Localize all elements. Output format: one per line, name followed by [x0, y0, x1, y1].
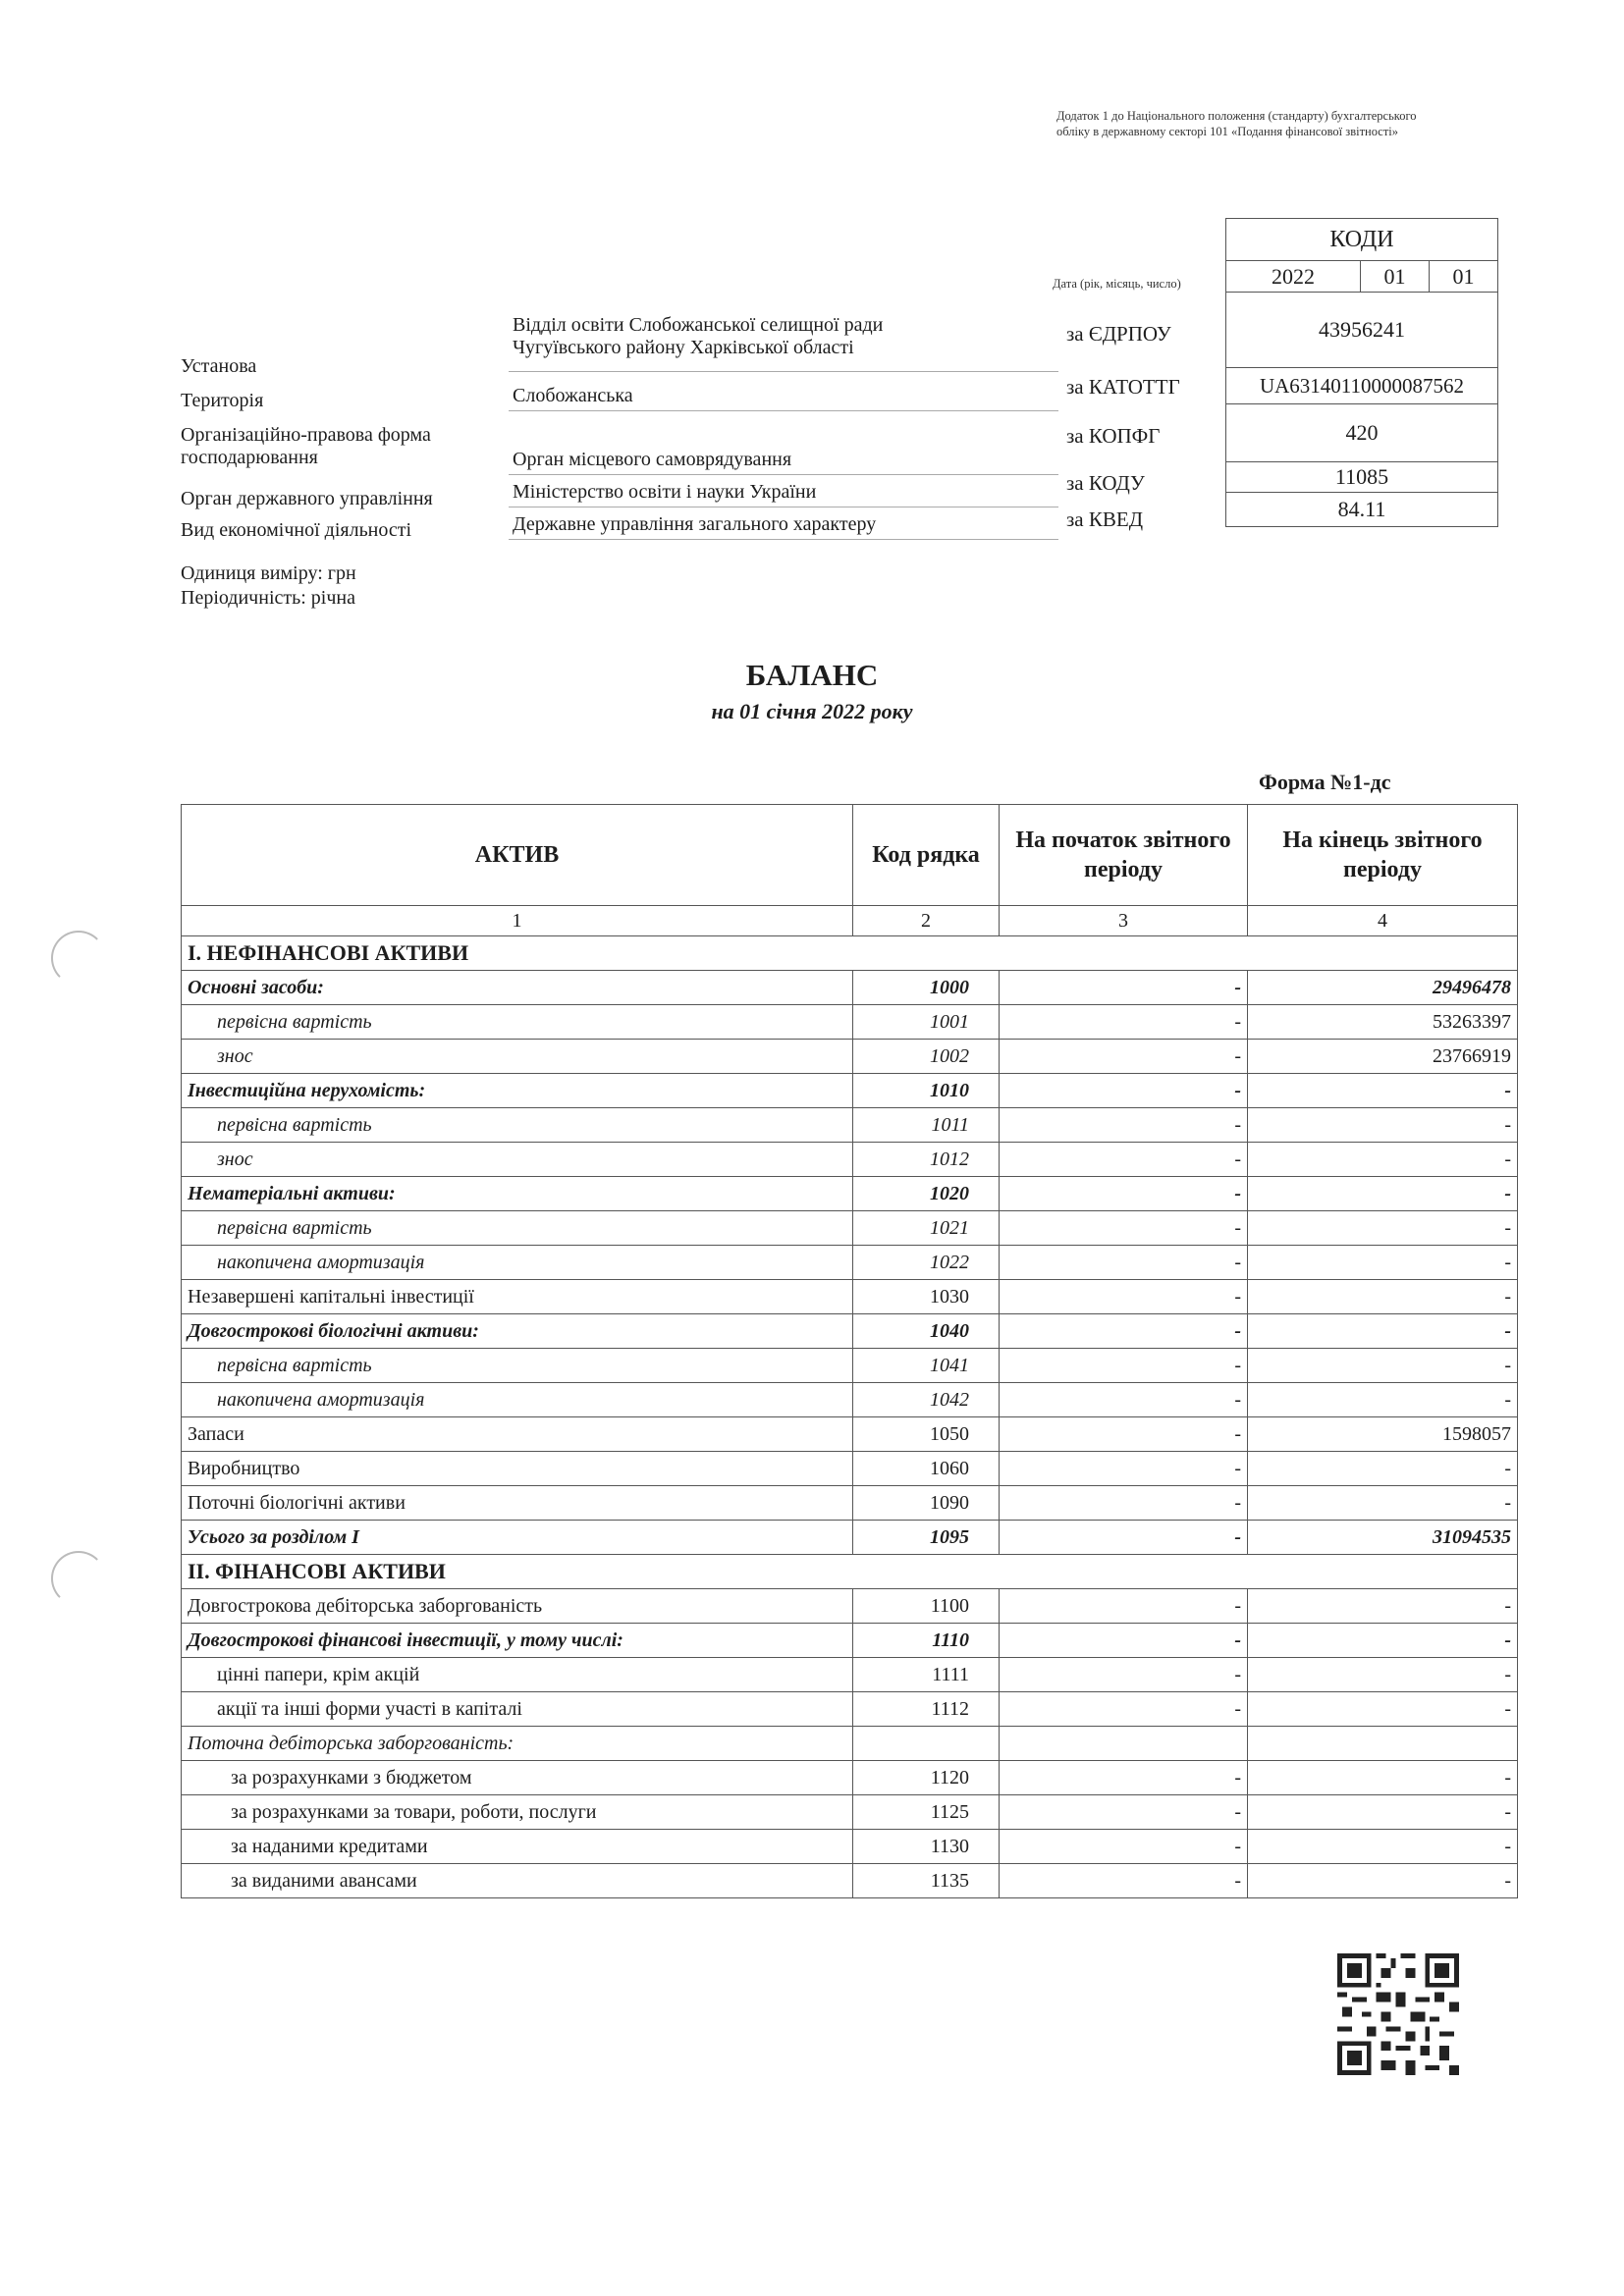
- row-code: 1010: [853, 1074, 1000, 1108]
- row-code: 1020: [853, 1177, 1000, 1211]
- date-year: 2022: [1226, 261, 1361, 293]
- row-end-value: -: [1248, 1280, 1518, 1314]
- table-row: [182, 1005, 1518, 1040]
- row-name: Нематеріальні активи:: [182, 1177, 853, 1211]
- row-name: первісна вартість: [182, 1005, 853, 1040]
- kodu-label: за КОДУ: [1066, 471, 1145, 495]
- edrpou-label: за ЄДРПОУ: [1066, 322, 1171, 346]
- row-code: 1125: [853, 1795, 1000, 1830]
- edrpou-code: 43956241: [1226, 293, 1498, 368]
- date-month: 01: [1360, 261, 1429, 293]
- activity-value: Державне управління загального характеру: [513, 513, 877, 535]
- periodicity-label: Періодичність: річна: [181, 587, 355, 609]
- codes-box: [1225, 218, 1498, 527]
- header-code: Код рядка: [853, 805, 1000, 906]
- row-name: Довгострокова дебіторська заборгованість: [182, 1589, 853, 1624]
- row-start-value: -: [1000, 1417, 1248, 1452]
- territory-label: Територія: [181, 390, 264, 411]
- territory-value: Слобожанська: [513, 385, 633, 406]
- row-code: 1041: [853, 1349, 1000, 1383]
- row-end-value: -: [1248, 1074, 1518, 1108]
- katottg-label: за КАТОТТГ: [1066, 375, 1180, 399]
- row-end-value: -: [1248, 1624, 1518, 1658]
- row-name: Довгострокові фінансові інвестиції, у тому числі:: [182, 1624, 853, 1658]
- row-code: 1110: [853, 1624, 1000, 1658]
- row-start-value: -: [1000, 1761, 1248, 1795]
- punch-hole: [51, 1551, 106, 1606]
- row-start-value: -: [1000, 1143, 1248, 1177]
- row-end-value: -: [1248, 1486, 1518, 1521]
- legal-form-label: Організаційно-правова форма господарювання: [181, 424, 431, 468]
- row-name: знос: [182, 1143, 853, 1177]
- col-num: 4: [1248, 906, 1518, 936]
- activity-label: Вид економічної діяльності: [181, 519, 412, 541]
- row-end-value: 29496478: [1248, 971, 1518, 1005]
- row-start-value: -: [1000, 971, 1248, 1005]
- row-start-value: -: [1000, 1005, 1248, 1040]
- row-end-value: -: [1248, 1864, 1518, 1898]
- row-name: Довгострокові біологічні активи:: [182, 1314, 853, 1349]
- row-start-value: -: [1000, 1040, 1248, 1074]
- row-end-value: -: [1248, 1452, 1518, 1486]
- col-num: 2: [853, 906, 1000, 936]
- row-end-value: -: [1248, 1349, 1518, 1383]
- document-subtitle: на 01 січня 2022 року: [711, 699, 913, 723]
- qr-code: [1337, 1953, 1459, 2075]
- section-heading: ІІ. ФІНАНСОВІ АКТИВИ: [182, 1555, 1518, 1589]
- table-row: [182, 1143, 1518, 1177]
- row-name: накопичена амортизація: [182, 1383, 853, 1417]
- table-row: [182, 1108, 1518, 1143]
- row-end-value: [1248, 1727, 1518, 1761]
- row-start-value: -: [1000, 1349, 1248, 1383]
- row-start-value: -: [1000, 1280, 1248, 1314]
- table-row: [182, 1486, 1518, 1521]
- row-name: за виданими авансами: [182, 1864, 853, 1898]
- institution-value: Відділ освіти Слобожанської селищної ради Чугуївського району Харківської області: [513, 314, 884, 358]
- row-end-value: -: [1248, 1143, 1518, 1177]
- row-name: цінні папери, крім акцій: [182, 1658, 853, 1692]
- row-code: 1130: [853, 1830, 1000, 1864]
- row-start-value: -: [1000, 1830, 1248, 1864]
- row-end-value: -: [1248, 1314, 1518, 1349]
- kopfg-label: за КОПФГ: [1066, 424, 1161, 448]
- row-code: 1011: [853, 1108, 1000, 1143]
- row-end-value: -: [1248, 1211, 1518, 1246]
- row-name: первісна вартість: [182, 1108, 853, 1143]
- col-num: 1: [182, 906, 853, 936]
- row-end-value: -: [1248, 1761, 1518, 1795]
- row-start-value: -: [1000, 1589, 1248, 1624]
- row-end-value: -: [1248, 1589, 1518, 1624]
- kved-code: 84.11: [1226, 493, 1498, 527]
- form-number: Форма №1-дс: [1259, 770, 1391, 794]
- row-name: Виробництво: [182, 1452, 853, 1486]
- row-code: 1090: [853, 1486, 1000, 1521]
- row-code: 1000: [853, 971, 1000, 1005]
- row-code: 1100: [853, 1589, 1000, 1624]
- row-code: [853, 1727, 1000, 1761]
- row-start-value: -: [1000, 1795, 1248, 1830]
- header-asset: АКТИВ: [182, 805, 853, 906]
- table-row: [182, 1177, 1518, 1211]
- header-start: На початок звітного періоду: [1000, 805, 1248, 906]
- gov-body-value: Міністерство освіти і науки України: [513, 481, 817, 503]
- balance-table: [181, 804, 1518, 1898]
- row-end-value: -: [1248, 1658, 1518, 1692]
- col-num: 3: [1000, 906, 1248, 936]
- row-name: накопичена амортизація: [182, 1246, 853, 1280]
- row-code: 1040: [853, 1314, 1000, 1349]
- row-start-value: -: [1000, 1521, 1248, 1555]
- row-start-value: -: [1000, 1658, 1248, 1692]
- row-start-value: -: [1000, 1624, 1248, 1658]
- table-row: [182, 1658, 1518, 1692]
- row-code: 1022: [853, 1246, 1000, 1280]
- row-start-value: -: [1000, 1452, 1248, 1486]
- table-row: [182, 971, 1518, 1005]
- kodu-code: 11085: [1226, 462, 1498, 493]
- kved-label: за КВЕД: [1066, 507, 1144, 531]
- row-end-value: 53263397: [1248, 1005, 1518, 1040]
- kopfg-code: 420: [1226, 404, 1498, 462]
- table-row: [182, 1074, 1518, 1108]
- row-end-value: -: [1248, 1246, 1518, 1280]
- row-end-value: -: [1248, 1108, 1518, 1143]
- row-start-value: -: [1000, 1314, 1248, 1349]
- table-row: [182, 1452, 1518, 1486]
- row-start-value: -: [1000, 1692, 1248, 1727]
- punch-hole: [51, 931, 106, 986]
- row-code: 1012: [853, 1143, 1000, 1177]
- codes-title: КОДИ: [1226, 219, 1498, 261]
- institution-label: Установа: [181, 355, 257, 377]
- table-row: [182, 1624, 1518, 1658]
- row-start-value: -: [1000, 1864, 1248, 1898]
- appendix-note: Додаток 1 до Національного положення (стандарту) бухгалтерського обліку в державному секторі 101 «Подання фінансової звітності»: [1056, 109, 1417, 138]
- table-row: [182, 1246, 1518, 1280]
- row-code: 1112: [853, 1692, 1000, 1727]
- date-label: Дата (рік, місяць, число): [1053, 277, 1181, 291]
- katottg-code: UA63140110000087562: [1226, 368, 1498, 404]
- row-name: Основні засоби:: [182, 971, 853, 1005]
- row-name: Запаси: [182, 1417, 853, 1452]
- row-code: 1095: [853, 1521, 1000, 1555]
- table-row: [182, 1280, 1518, 1314]
- table-row: [182, 1349, 1518, 1383]
- row-name: за розрахунками з бюджетом: [182, 1761, 853, 1795]
- row-start-value: [1000, 1727, 1248, 1761]
- row-code: 1135: [853, 1864, 1000, 1898]
- table-row: [182, 1795, 1518, 1830]
- row-end-value: 1598057: [1248, 1417, 1518, 1452]
- table-row: [182, 1040, 1518, 1074]
- row-end-value: 23766919: [1248, 1040, 1518, 1074]
- table-row: [182, 1830, 1518, 1864]
- row-name: Поточна дебіторська заборгованість:: [182, 1727, 853, 1761]
- row-end-value: -: [1248, 1177, 1518, 1211]
- row-name: Поточні біологічні активи: [182, 1486, 853, 1521]
- legal-form-value: Орган місцевого самоврядування: [513, 449, 792, 470]
- row-start-value: -: [1000, 1383, 1248, 1417]
- row-name: за розрахунками за товари, роботи, послуги: [182, 1795, 853, 1830]
- row-end-value: -: [1248, 1692, 1518, 1727]
- table-row: [182, 1314, 1518, 1349]
- document-title: БАЛАНС: [745, 658, 879, 692]
- table-row: [182, 1417, 1518, 1452]
- row-start-value: -: [1000, 1074, 1248, 1108]
- table-row: [182, 1864, 1518, 1898]
- table-row: [182, 1727, 1518, 1761]
- row-name: первісна вартість: [182, 1211, 853, 1246]
- table-row: [182, 1383, 1518, 1417]
- table-row: [182, 1211, 1518, 1246]
- row-code: 1042: [853, 1383, 1000, 1417]
- table-row: [182, 1761, 1518, 1795]
- row-end-value: 31094535: [1248, 1521, 1518, 1555]
- date-day: 01: [1429, 261, 1497, 293]
- row-end-value: -: [1248, 1795, 1518, 1830]
- gov-body-label: Орган державного управління: [181, 488, 433, 509]
- row-start-value: -: [1000, 1211, 1248, 1246]
- row-end-value: -: [1248, 1383, 1518, 1417]
- section-heading: І. НЕФІНАНСОВІ АКТИВИ: [182, 936, 1518, 971]
- row-name: Інвестиційна нерухомість:: [182, 1074, 853, 1108]
- row-name: первісна вартість: [182, 1349, 853, 1383]
- unit-label: Одиниця виміру: грн: [181, 562, 356, 584]
- row-name: знос: [182, 1040, 853, 1074]
- row-start-value: -: [1000, 1486, 1248, 1521]
- table-row: [182, 1521, 1518, 1555]
- row-code: 1002: [853, 1040, 1000, 1074]
- row-start-value: -: [1000, 1246, 1248, 1280]
- row-code: 1111: [853, 1658, 1000, 1692]
- row-code: 1021: [853, 1211, 1000, 1246]
- table-row: [182, 1692, 1518, 1727]
- row-code: 1050: [853, 1417, 1000, 1452]
- table-row: [182, 1589, 1518, 1624]
- row-code: 1001: [853, 1005, 1000, 1040]
- row-name: Усього за розділом І: [182, 1521, 853, 1555]
- row-start-value: -: [1000, 1108, 1248, 1143]
- row-name: за наданими кредитами: [182, 1830, 853, 1864]
- row-code: 1120: [853, 1761, 1000, 1795]
- header-end: На кінець звітного періоду: [1248, 805, 1518, 906]
- row-name: Незавершені капітальні інвестиції: [182, 1280, 853, 1314]
- row-start-value: -: [1000, 1177, 1248, 1211]
- row-code: 1030: [853, 1280, 1000, 1314]
- row-code: 1060: [853, 1452, 1000, 1486]
- row-name: акції та інші форми участі в капіталі: [182, 1692, 853, 1727]
- row-end-value: -: [1248, 1830, 1518, 1864]
